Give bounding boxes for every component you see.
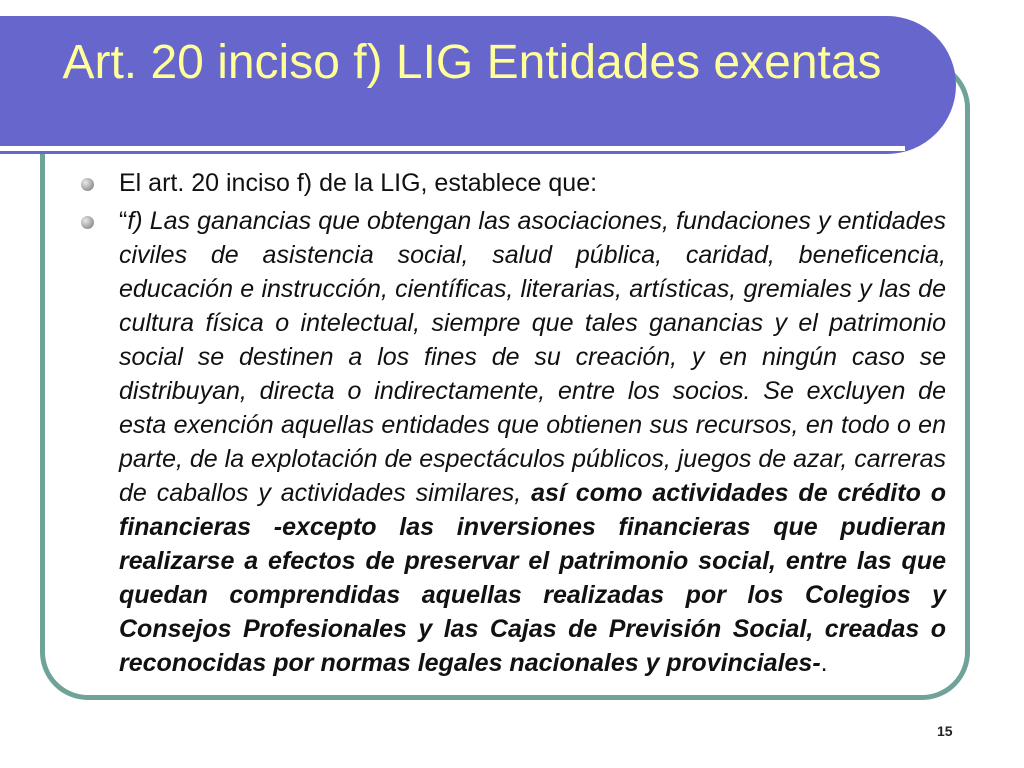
- quoted-law-text: f) Las ganancias que obtengan las asociaciones, fundaciones y entidades civiles de asistencia social, salud pública, caridad, beneficencia, educación e instrucción, científicas, literarias, artísticas, gremiales y las de cultura física o intelectual, siempre que tales ganancias y el patrimonio social se destinen a los fines de su creación, y en ningún caso se distribuyan, directa o indirectamente, entre los socios. Se excluyen de esta exención aquellas entidades que obtienen sus recursos, en todo o en parte, de la explotación de espectáculos públicos, juegos de azar, carreras de caballos y actividades similares,: [119, 207, 946, 507]
- bullet-intro-text: El art. 20 inciso f) de la LIG, establece que:: [119, 169, 598, 197]
- open-quote-mark: “: [119, 207, 128, 235]
- bullet-item-quote: [78, 204, 946, 680]
- bullet-icon: [81, 178, 94, 191]
- slide-number: 15: [937, 723, 953, 739]
- quoted-law-emphasis: así como actividades de crédito o financieras -excepto las inversiones financieras que pudieran realizarse a efectos de preservar el patrimonio social, entre las que quedan comprendidas aquellas realizadas por los Colegios y Consejos Profesionales y las Cajas de Previsión Social, creadas o reconocidas por normas legales nacionales y provinciales-: [119, 479, 947, 677]
- title-bar: [0, 16, 956, 154]
- bullet-list: [78, 166, 946, 680]
- title-underline: [0, 146, 905, 151]
- bullet-item-intro: [78, 166, 946, 200]
- slide-title: Art. 20 inciso f) LIG Entidades exentas: [62, 36, 882, 89]
- quote-end-punctuation: .: [820, 649, 828, 677]
- bullet-icon: [81, 216, 94, 229]
